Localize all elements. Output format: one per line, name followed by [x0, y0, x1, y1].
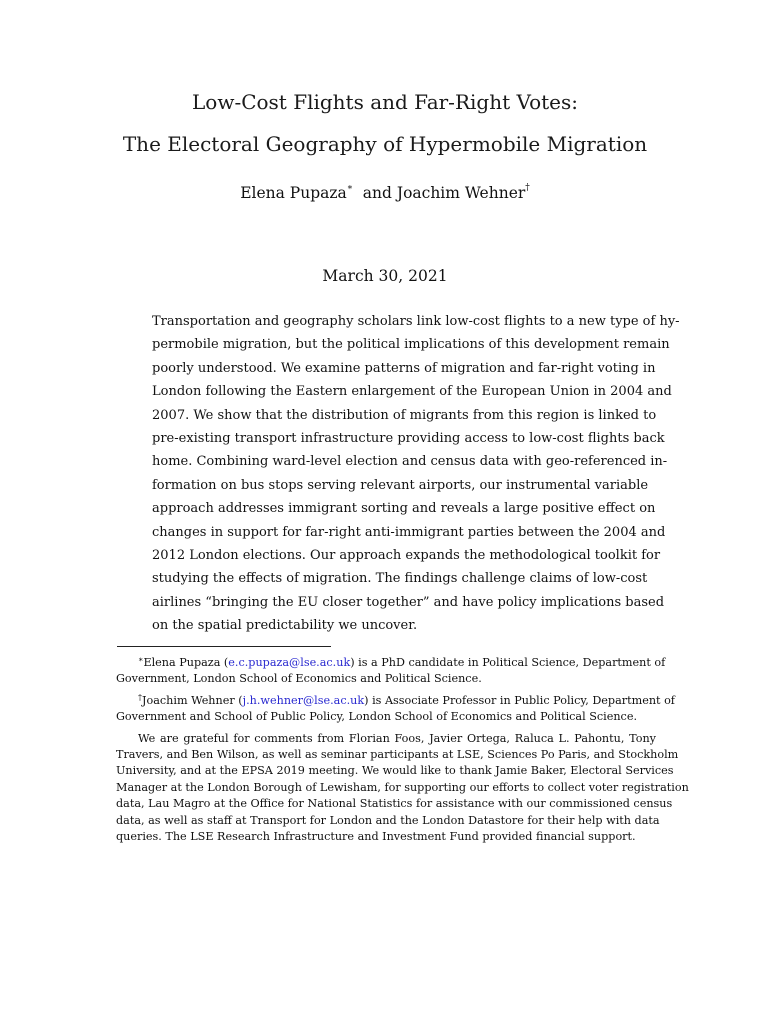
abstract-line: pre-existing transport infrastructure providing access to low-cost flights back — [152, 430, 665, 446]
footnote-2-line-1 — [116, 692, 675, 709]
abstract-line: on the spatial predictability we uncover. — [152, 618, 418, 634]
footnote-2-email-link[interactable]: j.h.wehner@lse.ac.uk — [242, 693, 365, 707]
footnote-1-line-1 — [116, 655, 666, 671]
author-list — [0, 184, 770, 202]
paper-title-line-1: Low-Cost Flights and Far-Right Votes: — [192, 90, 578, 114]
abstract-line: studying the effects of migration. The findings challenge claims of low-cost — [152, 571, 648, 587]
abstract-line: London following the Eastern enlargement of the European Union in 2004 and — [152, 384, 672, 400]
abstract — [152, 310, 680, 637]
abstract-line: home. Combining ward-level election and census data with geo-referenced in- — [152, 454, 668, 470]
footnote-1-mark: ∗ — [138, 655, 144, 664]
publication-date: March 30, 2021 — [322, 267, 448, 285]
author-name-1: Elena Pupaza — [240, 184, 347, 202]
footnote-2-mark: † — [138, 692, 142, 702]
abstract-line: airlines “bringing the EU closer together” and have policy implications based — [152, 594, 665, 610]
footnotes — [116, 655, 689, 845]
abstract-line: 2012 London elections. Our approach expands the methodological toolkit for — [152, 547, 661, 563]
author-connector: and — [362, 184, 392, 202]
acknowledgement-line: Manager at the London Borough of Lewisham, for supporting our efforts to collect voter registration — [116, 780, 689, 794]
acknowledgement-line: We are grateful for comments from Florian Foos, Javier Ortega, Raluca L. Pahontu, Tony — [138, 731, 656, 745]
abstract-line: 2007. We show that the distribution of migrants from this region is linked to — [152, 407, 657, 423]
abstract-line: poorly understood. We examine patterns of migration and far-right voting in — [152, 360, 656, 376]
acknowledgement-line: Travers, and Ben Wilson, as well as seminar participants at LSE, Sciences Po Paris, and Stockholm — [116, 747, 679, 761]
abstract-line: changes in support for far-right anti-immigrant parties between the 2004 and — [152, 524, 666, 540]
acknowledgement-line: data, as well as staff at Transport for London and the London Datastore for their help with data — [116, 813, 660, 827]
author-name-2: Joachim Wehner — [396, 184, 526, 202]
abstract-line: Transportation and geography scholars link low-cost flights to a new type of hy- — [152, 314, 680, 329]
footnote-2-line-2: Government and School of Public Policy, London School of Economics and Political Science. — [116, 710, 638, 724]
abstract-line: approach addresses immigrant sorting and reveals a large positive effect on — [152, 501, 656, 517]
abstract-line: formation on bus stops serving relevant airports, our instrumental variable — [152, 477, 649, 493]
paper-title-line-2: The Electoral Geography of Hypermobile Migration — [122, 132, 648, 156]
footnote-1-name: Elena Pupaza ( — [143, 656, 229, 669]
footnote-2-text: ) is Associate Professor in Public Policy, Department of — [364, 693, 675, 707]
acknowledgement-line: University, and at the EPSA 2019 meeting. We would like to thank Jamie Baker, Electoral Services — [116, 764, 674, 778]
footnote-2-name: Joachim Wehner ( — [142, 693, 243, 707]
author-footnote-mark-2: † — [525, 182, 530, 193]
acknowledgement-line: queries. The LSE Research Infrastructure and Investment Fund provided financial support. — [116, 829, 636, 843]
footnote-1-text: ) is a PhD candidate in Political Science, Department of — [350, 656, 666, 669]
abstract-line: permobile migration, but the political implications of this development remain — [152, 337, 670, 353]
author-footnote-mark-1: ∗ — [346, 182, 353, 193]
footnote-1-email-link[interactable]: e.c.pupaza@lse.ac.uk — [228, 656, 351, 669]
footnote-divider — [117, 646, 331, 647]
footnote-1-line-2: Government, London School of Economics and Political Science. — [116, 672, 482, 686]
acknowledgement-line: data, Lau Magro at the Office for National Statistics for assistance with our commissioned census — [116, 797, 673, 811]
